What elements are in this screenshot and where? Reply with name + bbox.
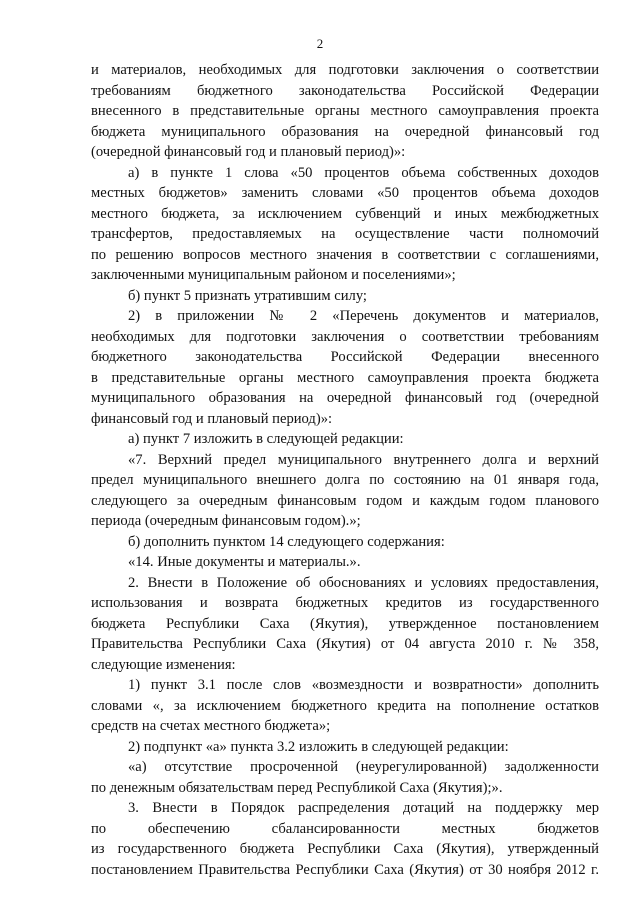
text-line: а) пункт 7 изложить в следующей редакции: xyxy=(128,431,404,447)
text-line: словами «, за исключением бюджетного кредита на пополнение остатков xyxy=(91,697,599,714)
word: по xyxy=(91,820,107,837)
text-line: (очередной финансовый год и плановый период)»: xyxy=(91,144,406,160)
text-line: заключенными муниципальным районом и поселениями»; xyxy=(91,267,456,283)
text-line: 2. Внести в Положение об обоснованиях и условиях предоставления, xyxy=(128,574,599,591)
text-line: постановлением Правительства Республики Саха (Якутия) от 30 ноября 2012 г. xyxy=(91,861,599,878)
text-line: а) в пункте 1 слова «50 процентов объема собственных доходов xyxy=(128,164,599,181)
text-line: б) пункт 5 признать утратившим силу; xyxy=(128,287,367,304)
text-line: следующего за очередным финансовым годом и каждым годом планового xyxy=(91,492,599,509)
text-line: трансфертов, предоставляемых на осуществление части полномочий xyxy=(91,226,599,242)
text-line: из государственного бюджета Республики Саха (Якутия), утвержденный xyxy=(91,841,599,857)
word: обеспечению xyxy=(147,820,230,837)
text-line: муниципального образования на очередной финансовый год (очередной xyxy=(91,390,599,406)
text-line: бюджета Республики Саха (Якутия), утвержденное постановлением xyxy=(91,615,599,632)
document-body xyxy=(91,60,599,880)
text-line: б) дополнить пунктом 14 следующего содержания: xyxy=(128,533,445,550)
text-line: 3. Внести в Порядок распределения дотаций на поддержку мер xyxy=(128,800,599,816)
text-line: периода (очередным финансовым годом).»; xyxy=(91,513,361,529)
text-line: в представительные органы местного самоуправления проекта бюджета xyxy=(91,369,599,386)
text-line: требованиям бюджетного законодательства Российской Федерации xyxy=(91,82,599,99)
text-line: «а) отсутствие просроченной (неурегулированной) задолженности xyxy=(128,759,599,775)
text-line: использования и возврата бюджетных кредитов из государственного xyxy=(91,595,599,611)
text-line: и материалов, необходимых для подготовки заключения о соответствии xyxy=(91,62,599,78)
text-line: бюджетного законодательства Российской Федерации внесенного xyxy=(91,349,599,365)
text-line: местного бюджета, за исключением субвенций и иных межбюджетных xyxy=(91,205,599,222)
text-line: по денежным обязательствам перед Республикой Саха (Якутия);». xyxy=(91,779,503,796)
text-line: предел муниципального внешнего долга по состоянию на 01 января года, xyxy=(91,472,599,488)
text-line: бюджета муниципального образования на очередной финансовый год xyxy=(91,123,599,140)
text-line: Правительства Республики Саха (Якутия) от 04 августа 2010 г. № 358, xyxy=(91,636,599,652)
text-line: 2) подпункт «а» пункта 3.2 изложить в следующей редакции: xyxy=(128,738,509,755)
word: бюджетов xyxy=(537,820,599,837)
text-line: «14. Иные документы и материалы.». xyxy=(128,554,361,570)
text-line: 2) в приложении № 2 «Перечень документов и материалов, xyxy=(128,308,599,324)
text-line: местных бюджетов» заменить словами «50 процентов объема доходов xyxy=(91,185,599,201)
text-line: внесенного в представительные органы местного самоуправления проекта xyxy=(91,103,599,119)
text-line: следующие изменения: xyxy=(91,656,236,673)
text-line: необходимых для подготовки заключения о соответствии требованиям xyxy=(91,328,599,345)
text-line: «7. Верхний предел муниципального внутреннего долга и верхний xyxy=(128,451,599,468)
word: местных xyxy=(441,820,496,837)
text-line: финансовый год и плановый период)»: xyxy=(91,410,333,427)
page-number: 2 xyxy=(316,36,324,51)
text-line: средств на счетах местного бюджета»; xyxy=(91,718,331,734)
word: сбалансированности xyxy=(271,820,400,837)
text-line: по решению вопросов местного значения в соответствии с соглашениями, xyxy=(91,246,599,263)
text-line: 1) пункт 3.1 после слов «возмездности и возвратности» дополнить xyxy=(128,677,599,693)
text-line xyxy=(91,819,599,840)
